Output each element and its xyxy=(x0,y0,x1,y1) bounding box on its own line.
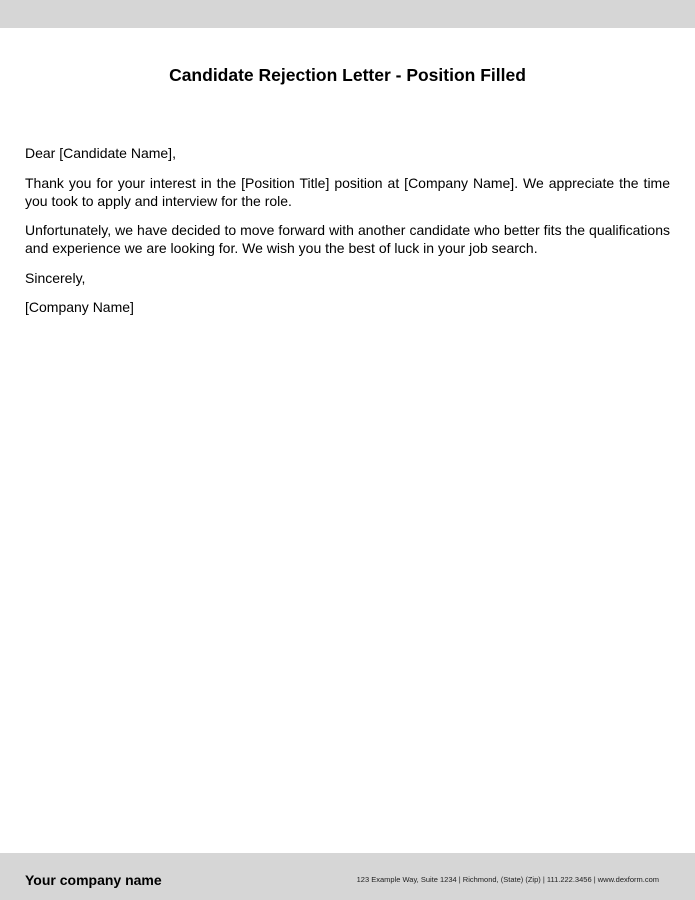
footer-company-name: Your company name xyxy=(25,872,162,888)
paragraph-2: Unfortunately, we have decided to move forward with another candidate who better fits the qualifications and experience we are looking for. We wish you the best of luck in your job search. xyxy=(25,222,670,256)
footer-address: 123 Example Way, Suite 1234 | Richmond, (State) (Zip) | 111.222.3456 | www.dexform.com xyxy=(356,875,659,884)
signature: [Company Name] xyxy=(25,299,134,315)
salutation: Dear [Candidate Name], xyxy=(25,145,176,161)
paragraph-1: Thank you for your interest in the [Position Title] position at [Company Name]. We appreciate the time you took to apply and interview for the role. xyxy=(25,175,670,209)
letter-title: Candidate Rejection Letter - Position Filled xyxy=(169,65,526,85)
header-band xyxy=(0,0,695,28)
closing: Sincerely, xyxy=(25,270,86,286)
footer xyxy=(0,853,695,900)
